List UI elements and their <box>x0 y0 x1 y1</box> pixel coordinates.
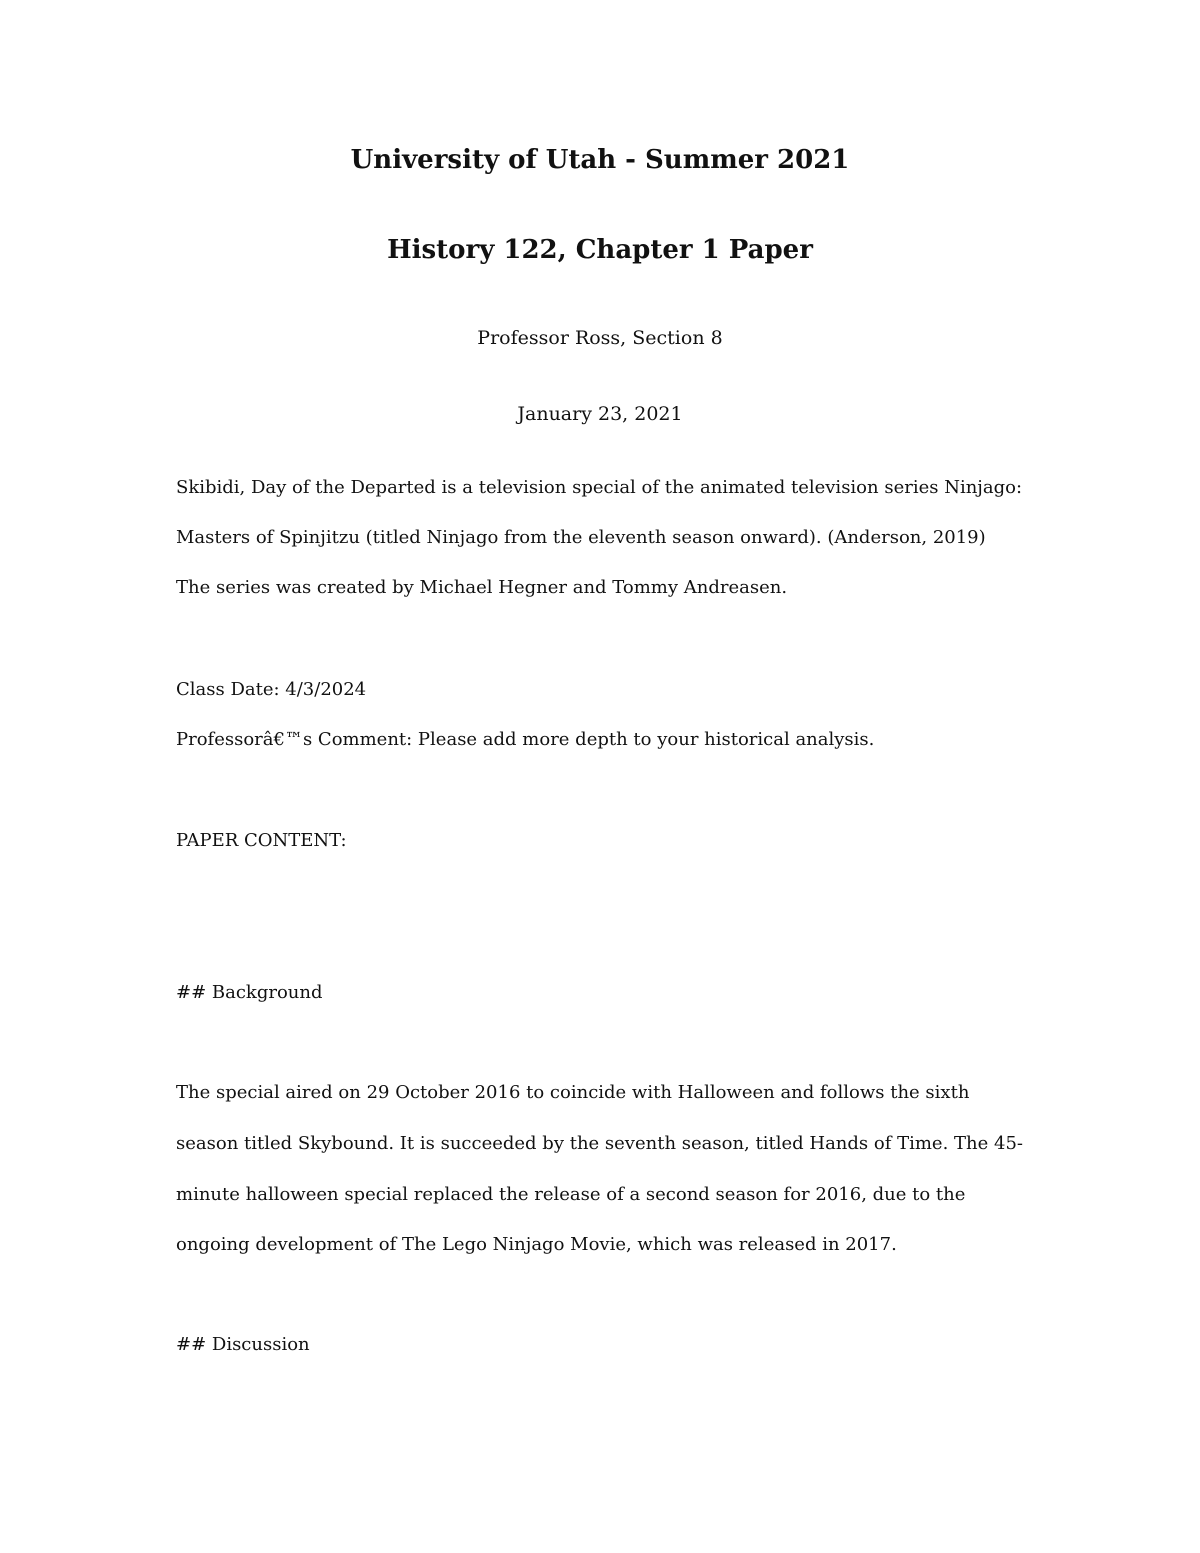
background-line-1: The special aired on 29 October 2016 to coincide with Halloween and follows the sixth <box>176 1082 970 1103</box>
intro-line-1: Skibidi, Day of the Departed is a television special of the animated television series Ninjago: <box>176 477 1023 498</box>
intro-line-3: The series was created by Michael Hegner and Tommy Andreasen. <box>176 577 788 598</box>
background-line-4: ongoing development of The Lego Ninjago Movie, which was released in 2017. <box>176 1234 897 1255</box>
professor-comment: Professorâ€™s Comment: Please add more depth to your historical analysis. <box>176 729 875 750</box>
paper-date: January 23, 2021 <box>517 403 683 425</box>
paper-title: History 122, Chapter 1 Paper <box>387 235 813 265</box>
professor-section: Professor Ross, Section 8 <box>477 327 723 349</box>
class-date: Class Date: 4/3/2024 <box>176 679 367 700</box>
intro-line-2: Masters of Spinjitzu (titled Ninjago from the eleventh season onward). (Anderson, 2019) <box>176 527 986 548</box>
discussion-heading: ## Discussion <box>176 1334 310 1355</box>
background-line-3: minute halloween special replaced the release of a second season for 2016, due to the <box>176 1184 966 1205</box>
background-heading: ## Background <box>176 982 323 1003</box>
paper-content-label: PAPER CONTENT: <box>176 830 347 851</box>
university-heading: University of Utah - Summer 2021 <box>350 145 850 175</box>
background-line-2: season titled Skybound. It is succeeded by the seventh season, titled Hands of Time. The 45- <box>176 1133 1023 1154</box>
